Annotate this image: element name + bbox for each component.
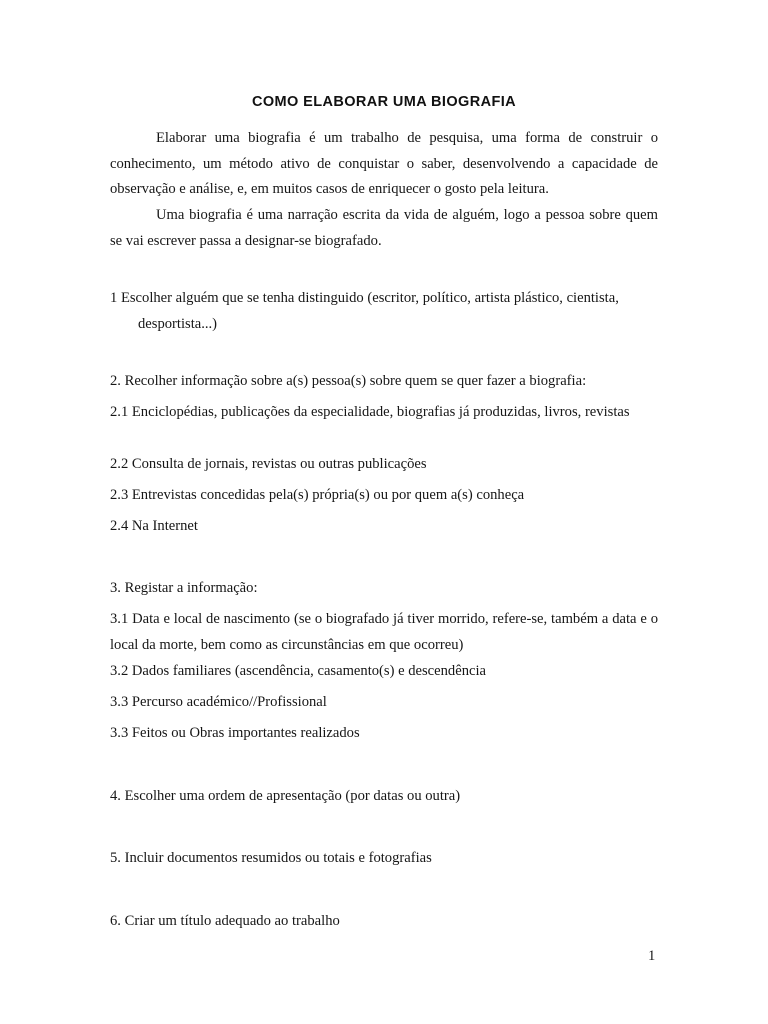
step-2: 2. Recolher informação sobre a(s) pessoa(s) sobre quem se quer fazer a biografia: xyxy=(110,373,587,389)
intro-paragraph-1-block xyxy=(110,126,658,203)
step-1-block xyxy=(110,286,658,337)
step-3-subitem-4-block xyxy=(110,721,658,747)
step-1: 1 Escolher alguém que se tenha distinguido (escritor, político, artista plástico, cientista, desportista...) xyxy=(110,290,619,332)
step-3-subitem-1-block xyxy=(110,607,658,658)
step-2-subitem-3-block xyxy=(110,483,658,509)
step-2-block xyxy=(110,369,658,395)
step-4-block xyxy=(110,784,658,810)
step-3-subitem-4: 3.3 Feitos ou Obras importantes realizados xyxy=(110,725,360,741)
step-4: 4. Escolher uma ordem de apresentação (por datas ou outra) xyxy=(110,788,461,804)
step-2-subitem-2-block xyxy=(110,452,658,478)
step-3-subitem-3-block xyxy=(110,690,658,716)
step-3-subitem-2-block xyxy=(110,659,658,685)
step-2-subitem-2: 2.2 Consulta de jornais, revistas ou outras publicações xyxy=(110,456,427,472)
step-2-subitem-4-block xyxy=(110,514,658,540)
step-2-subitem-4: 2.4 Na Internet xyxy=(110,518,198,534)
page-title: COMO ELABORAR UMA BIOGRAFIA xyxy=(252,93,516,110)
step-2-subitem-1-block xyxy=(110,400,658,426)
intro-paragraph-2-block xyxy=(110,203,658,254)
step-3-subitem-3: 3.3 Percurso académico//Profissional xyxy=(110,694,327,710)
page-number: 1 xyxy=(648,948,656,964)
step-2-subitem-1: 2.1 Enciclopédias, publicações da especialidade, biografias já produzidas, livros, revistas xyxy=(110,404,630,420)
step-3-subitem-2: 3.2 Dados familiares (ascendência, casamento(s) e descendência xyxy=(110,663,487,679)
step-6: 6. Criar um título adequado ao trabalho xyxy=(110,913,340,929)
step-3-block xyxy=(110,576,658,602)
step-6-block xyxy=(110,909,658,935)
step-3-subitem-1: 3.1 Data e local de nascimento (se o biografado já tiver morrido, refere-se, também a data e o local da morte, bem como as circunstâncias em que ocorreu) xyxy=(110,611,658,653)
step-5-block xyxy=(110,846,658,872)
intro-paragraph-2: Uma biografia é uma narração escrita da vida de alguém, logo a pessoa sobre quem se vai escrever passa a designar-se biografado. xyxy=(110,207,658,249)
step-3: 3. Registar a informação: xyxy=(110,580,258,596)
step-5: 5. Incluir documentos resumidos ou totais e fotografias xyxy=(110,850,432,866)
step-2-subitem-3: 2.3 Entrevistas concedidas pela(s) própria(s) ou por quem a(s) conheça xyxy=(110,487,525,503)
intro-paragraph-1: Elaborar uma biografia é um trabalho de pesquisa, uma forma de construir o conhecimento, um método ativo de conquistar o saber, desenvolvendo a capacidade de observação e análise, e, em muitos casos de enriquecer o gosto pela leitura. xyxy=(110,130,658,197)
